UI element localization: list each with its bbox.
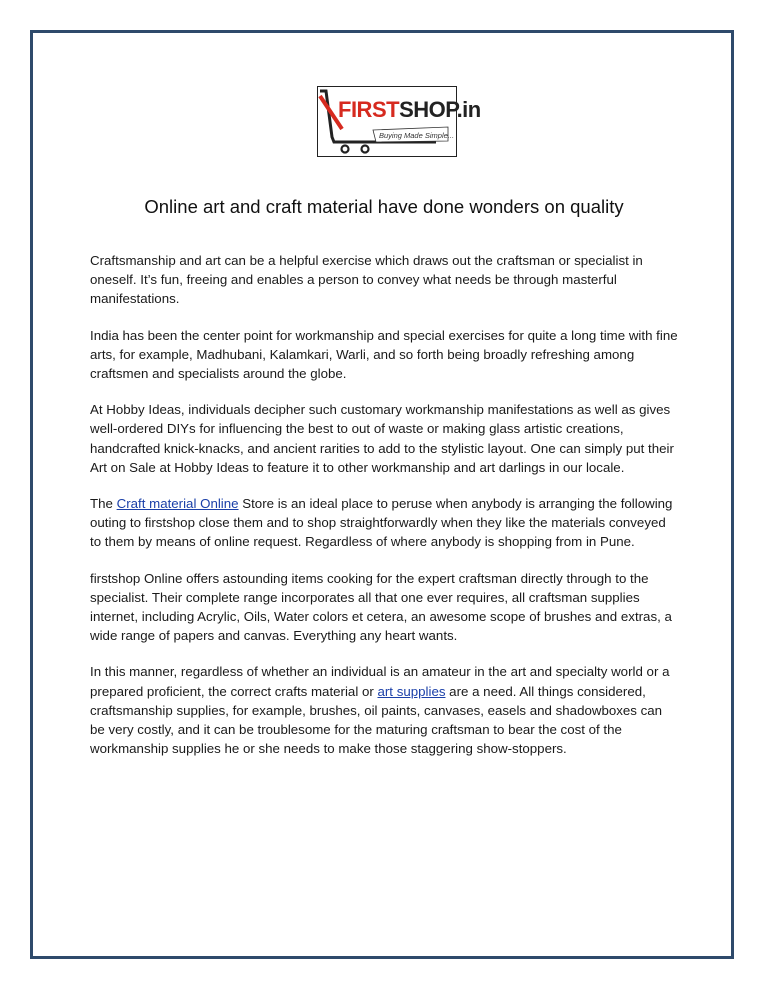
paragraph-text: Store is an ideal place to peruse when anybody is arranging the following outing to firstshop close them and to shop straightforwardly when they like the materials conveyed to them by means of online request. Regardless of where anybody is shopping from in Pune. [90,496,673,550]
firstshop-logo [317,86,481,157]
paragraph-hobby-ideas: At Hobby Ideas, individuals decipher such customary workmanship manifestations as well as gives well-ordered DIYs for influencing the best to out of waste or making glass artistic creations, handcrafted knick-knacks, and ancient rarities to add to the stylistic layout. One can simply put their Art on Sale at Hobby Ideas to feature it to other workmanship and art darlings in our locale. [90,402,674,475]
paragraph-india: India has been the center point for workmanship and special exercises for quite a long time with fine arts, for example, Madhubani, Kalamkari, Warli, and so forth being broadly refreshing among craftsmen and specialists around the globe. [90,327,678,382]
craft-material-online-link[interactable]: Craft material Online [116,496,239,512]
paragraph-text: are a need. All things considered, craftsmanship supplies, for example, brushes, oil paints, canvases, easels and shadowboxes can be very costly, and it can be troublesome for the maturing craftsman to bear the cost of the workmanship supplies he or she needs to make those staggering show-stoppers. [90,683,663,757]
shopping-cart-logo-icon [318,87,481,156]
document-title: Online art and craft material have done wonders on quality [144,196,624,217]
paragraph-intro: Craftsmanship and art can be a helpful exercise which draws out the craftsman or specialist in oneself. It’s fun, freeing and enables a person to convey what needs be through masterful manifestations. [90,253,643,307]
document-body [90,251,678,775]
paragraph-firstshop-online: firstshop Online offers astounding items cooking for the expert craftsman directly through to the specialist. Their complete range incorporates all that one ever requires, all craftsman supplies internet, including Acrylic, Oils, Water colors et cetera, an awesome scope of brushes and extras, a wide range of papers and canvas. Everything any heart wants. [90,570,672,644]
paragraph-text: In this manner, regardless of whether an individual is an amateur in the art and specialty world or a prepared proficient, the correct crafts material or [90,664,670,699]
art-supplies-link[interactable]: art supplies [377,683,446,699]
logo-brand-first: FIRST [338,97,400,122]
cart-wheel-icon [362,146,369,153]
logo-tagline: Buying Made Simple... [379,131,455,140]
svg-text:FIRSTSHOP.in [338,97,481,122]
paragraph-supplies [90,662,678,758]
paragraph-text: The [90,496,117,512]
paragraph-online-store [90,494,678,552]
cart-wheel-icon [342,146,349,153]
logo-brand-second: SHOP.in [399,97,481,122]
